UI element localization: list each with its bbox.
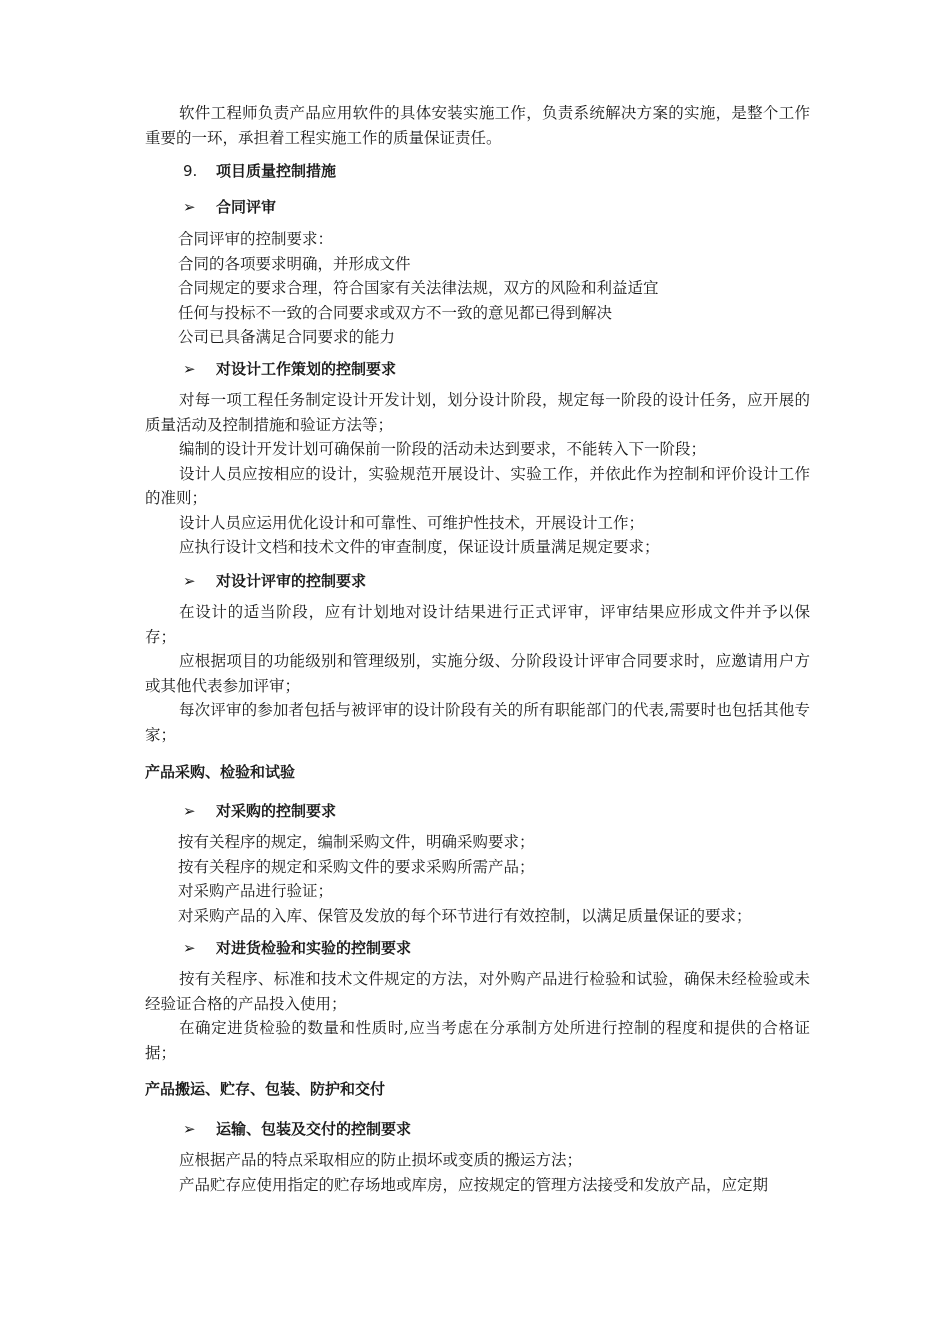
subheading-design-review	[183, 570, 366, 591]
section-title: 项目质量控制措施	[216, 162, 337, 180]
list-item: 合同规定的要求合理，符合国家有关法律法规，双方的风险和利益适宜	[178, 279, 659, 297]
bullet-arrow-icon: ➢	[183, 198, 196, 216]
paragraph: 应根据项目的功能级别和管理级别，实施分级、分阶段设计评审合同要求时，应邀请用户方或其他代表参加评审；	[145, 652, 810, 695]
bullet-arrow-icon: ➢	[183, 802, 196, 820]
paragraph: 编制的设计开发计划可确保前一阶段的活动未达到要求，不能转入下一阶段；	[179, 440, 707, 458]
bullet-arrow-icon: ➢	[183, 572, 196, 590]
paragraph: 产品贮存应使用指定的贮存场地或库房，应按规定的管理方法接受和发放产品，应定期	[179, 1175, 769, 1194]
list-item: 对采购产品进行验证；	[178, 882, 334, 900]
subheading-title: 对进货检验和实验的控制要求	[216, 939, 412, 957]
list-item: 公司已具备满足合同要求的能力	[178, 328, 396, 346]
paragraph: 应执行设计文档和技术文件的审查制度，保证设计质量满足规定要求；	[179, 538, 660, 556]
subheading-title: 对采购的控制要求	[216, 802, 337, 820]
paragraph: 设计人员应运用优化设计和可靠性、可维护性技术，开展设计工作；	[179, 513, 645, 532]
paragraph: 对每一项工程任务制定设计开发计划，划分设计阶段，规定每一阶段的设计任务，应开展的质量活动及控制措施和验证方法等；	[145, 391, 810, 434]
list-item: 对采购产品的入库、保管及发放的每个环节进行有效控制，以满足质量保证的要求；	[178, 906, 752, 925]
list-item: 任何与投标不一致的合同要求或双方不一致的意见都已得到解决	[178, 303, 613, 322]
contract-list	[145, 227, 810, 350]
design-plan-paragraphs	[145, 388, 810, 560]
section-heading-purchase: 产品采购、检验和试验	[145, 763, 296, 781]
section-heading-9	[183, 160, 336, 181]
paragraph: 按有关程序、标准和技术文件规定的方法，对外购产品进行检验和试验，确保未经检验或未经验证合格的产品投入使用；	[145, 970, 810, 1013]
paragraph: 应根据产品的特点采取相应的防止损坏或变质的搬运方法；	[179, 1151, 583, 1169]
subheading-title: 对设计评审的控制要求	[216, 572, 367, 590]
subheading-title: 合同评审	[216, 198, 277, 216]
incoming-paragraphs	[145, 967, 810, 1065]
purchase-list	[145, 830, 810, 928]
paragraph: 在确定进货检验的数量和性质时,应当考虑在分承制方处所进行控制的程度和提供的合格证据；	[145, 1019, 810, 1062]
bullet-arrow-icon: ➢	[183, 939, 196, 957]
subheading-title: 对设计工作策划的控制要求	[216, 360, 397, 378]
bullet-arrow-icon: ➢	[183, 1120, 196, 1138]
list-item: 合同的各项要求明确，并形成文件	[178, 254, 411, 273]
subheading-transport	[183, 1118, 411, 1139]
subheading-design-plan	[183, 358, 396, 379]
section-heading-handling: 产品搬运、贮存、包装、防护和交付	[145, 1080, 386, 1098]
transport-paragraphs	[145, 1148, 810, 1197]
subheading-contract	[183, 196, 276, 217]
intro-text: 软件工程师负责产品应用软件的具体安装实施工作，负责系统解决方案的实施，是整个工作重要的一环，承担着工程实施工作的质量保证责任。	[145, 104, 810, 147]
bullet-arrow-icon: ➢	[183, 360, 196, 378]
subheading-title: 运输、包装及交付的控制要求	[216, 1120, 412, 1138]
subheading-purchase	[183, 800, 336, 821]
paragraph: 每次评审的参加者包括与被评审的设计阶段有关的所有职能部门的代表,需要时也包括其他专家；	[145, 701, 810, 744]
list-item: 合同评审的控制要求：	[178, 230, 334, 248]
paragraph: 设计人员应按相应的设计，实验规范开展设计、实验工作，并依此作为控制和评价设计工作的准则；	[145, 464, 810, 507]
subheading-incoming	[183, 937, 411, 958]
intro-paragraph	[145, 101, 810, 150]
paragraph: 在设计的适当阶段，应有计划地对设计结果进行正式评审，评审结果应形成文件并予以保存；	[145, 603, 810, 646]
list-item: 按有关程序的规定和采购文件的要求采购所需产品；	[178, 857, 535, 876]
list-item: 按有关程序的规定，编制采购文件，明确采购要求；	[178, 833, 535, 851]
design-review-paragraphs	[145, 600, 810, 747]
section-number: 9.	[183, 162, 198, 180]
